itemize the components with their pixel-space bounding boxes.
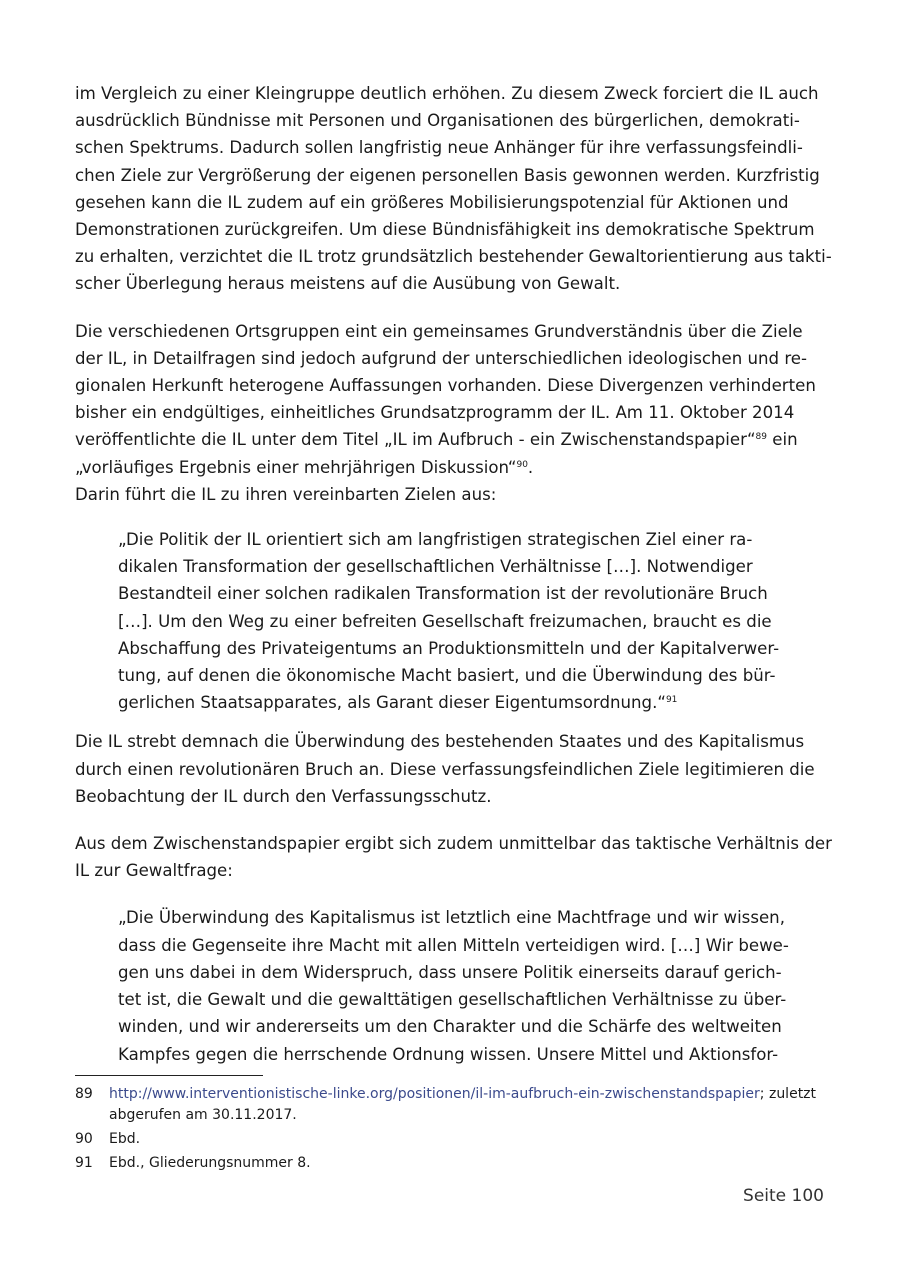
text-fragment: gerlichen Staatsapparates, als Garant dieser Eigentumsordnung.“: [118, 693, 666, 713]
text-line: Die verschiedenen Ortsgruppen eint ein gemeinsames Grundverständnis über die Ziele: [75, 321, 803, 341]
footnote-ref-90[interactable]: 90: [516, 459, 528, 470]
quote-line: Kampfes gegen die herrschende Ordnung wissen. Unsere Mittel und Aktionsfor-: [118, 1044, 779, 1064]
text-fragment: veröffentlichte die IL unter dem Titel „IL im Aufbruch - ein Zwischenstandspapier“: [75, 430, 756, 450]
footnote-text: [109, 1084, 835, 1126]
text-fragment: ; zuletzt: [759, 1086, 817, 1102]
footnote-91: [75, 1153, 835, 1174]
quote-line: tet ist, die Gewalt und die gewalttätigen gesellschaftlichen Verhältnisse zu über-: [118, 990, 787, 1010]
quote-line: [118, 689, 824, 716]
block-quote-1: [118, 526, 824, 716]
text-fragment: ein: [767, 430, 798, 450]
quote-line: dikalen Transformation der gesellschaftlichen Verhältnisse […]. Notwendiger: [118, 557, 753, 577]
footnote-90: [75, 1129, 835, 1150]
footnote-ref-89[interactable]: 89: [755, 432, 767, 443]
text-line: Die IL strebt demnach die Überwindung des bestehenden Staates und des Kapitalismus: [75, 732, 805, 752]
text-line: gionalen Herkunft heterogene Auffassungen vorhanden. Diese Divergenzen verhinderten: [75, 376, 816, 396]
text-line: Demonstrationen zurückgreifen. Um diese Bündnisfähigkeit ins demokratische Spektrum: [75, 220, 815, 240]
text-line: ausdrücklich Bündnisse mit Personen und Organisationen des bürgerlichen, demokrati-: [75, 111, 800, 131]
page-body: [75, 80, 832, 1080]
quote-line: Abschaffung des Privateigentums an Produktionsmitteln und der Kapitalverwer-: [118, 638, 780, 658]
text-line: zu erhalten, verzichtet die IL trotz grundsätzlich bestehender Gewaltorientierung aus takti-: [75, 247, 832, 267]
footnote-ref-91[interactable]: 91: [665, 695, 678, 706]
text-fragment: „vorläufiges Ergebnis einer mehrjährigen Diskussion“: [75, 457, 517, 477]
footnote-link[interactable]: http://www.interventionistische-linke.org/positionen/il-im-aufbruch-ein-zwischenstandspapier: [109, 1086, 760, 1102]
text-line: chen Ziele zur Vergrößerung der eigenen personellen Basis gewonnen werden. Kurzfristig: [75, 165, 820, 185]
text-fragment: abgerufen am 30.11.2017.: [109, 1107, 297, 1123]
quote-line: […]. Um den Weg zu einer befreiten Gesellschaft freizumachen, braucht es die: [118, 611, 772, 631]
quote-line: Bestandteil einer solchen radikalen Transformation ist der revolutionäre Bruch: [118, 584, 768, 604]
text-line: IL zur Gewaltfrage:: [75, 861, 233, 881]
text-line: im Vergleich zu einer Kleingruppe deutlich erhöhen. Zu diesem Zweck forciert die IL auch: [75, 84, 819, 103]
quote-line: „Die Überwindung des Kapitalismus ist letztlich eine Machtfrage und wir wissen,: [118, 908, 785, 928]
text-line: Aus dem Zwischenstandspapier ergibt sich zudem unmittelbar das taktische Verhältnis der: [75, 834, 832, 854]
footnote-text: Ebd., Gliederungsnummer 8.: [109, 1155, 311, 1171]
footnotes: [75, 1084, 835, 1177]
text-line: bisher ein endgültiges, einheitliches Grundsatzprogramm der IL. Am 11. Oktober 2014: [75, 403, 795, 423]
paragraph-2: [75, 318, 825, 508]
text-fragment: .: [527, 457, 534, 477]
text-line: [75, 454, 825, 481]
quote-line: winden, und wir andererseits um den Charakter und die Schärfe des weltweiten: [118, 1017, 782, 1037]
quote-line: tung, auf denen die ökonomische Macht basiert, und die Überwindung des bür-: [118, 666, 776, 686]
text-line: durch einen revolutionären Bruch an. Diese verfassungsfeindlichen Ziele legitimieren die: [75, 759, 815, 779]
footnote-89: [75, 1084, 835, 1126]
text-line: Darin führt die IL zu ihren vereinbarten Zielen aus:: [75, 484, 497, 504]
quote-line: dass die Gegenseite ihre Macht mit allen Mitteln verteidigen wird. […] Wir bewe-: [118, 935, 789, 955]
quote-line: gen uns dabei in dem Widerspruch, dass unsere Politik einerseits darauf gerich-: [118, 962, 782, 982]
block-quote-2: [118, 904, 824, 1067]
paragraph-1: [75, 80, 832, 298]
footnote-text: Ebd.: [109, 1131, 141, 1147]
text-line: Beobachtung der IL durch den Verfassungsschutz.: [75, 786, 492, 806]
text-line: der IL, in Detailfragen sind jedoch aufgrund der unterschiedlichen ideologischen und re-: [75, 348, 808, 368]
footnote-number: 90: [75, 1131, 93, 1147]
text-line: [75, 426, 825, 453]
quote-line: „Die Politik der IL orientiert sich am langfristigen strategischen Ziel einer ra-: [118, 530, 753, 550]
paragraph-3: [75, 728, 825, 810]
page-number: Seite 100: [743, 1186, 824, 1206]
text-line: gesehen kann die IL zudem auf ein größeres Mobilisierungspotenzial für Aktionen und: [75, 192, 789, 212]
paragraph-4: [75, 830, 832, 884]
text-line: schen Spektrums. Dadurch sollen langfristig neue Anhänger für ihre verfassungsfeindli-: [75, 138, 803, 158]
footnote-number: 89: [75, 1086, 93, 1102]
footnote-number: 91: [75, 1155, 93, 1171]
text-line: scher Überlegung heraus meistens auf die Ausübung von Gewalt.: [75, 274, 621, 294]
footnote-divider: [75, 1075, 263, 1076]
